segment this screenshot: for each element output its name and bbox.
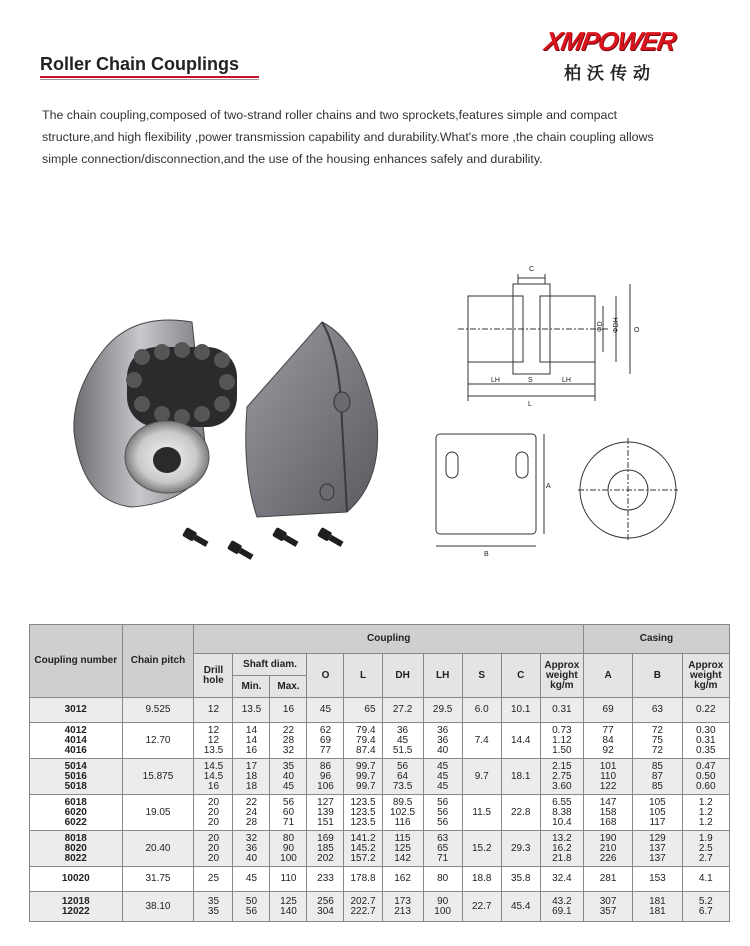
cell-l: 178.8 bbox=[344, 867, 382, 892]
cell-max: 22 28 32 bbox=[270, 723, 307, 759]
cell-lh: 80 bbox=[423, 867, 462, 892]
cell-s: 9.7 bbox=[462, 759, 501, 795]
label-s: S bbox=[528, 377, 533, 384]
casing-front-drawing bbox=[432, 430, 552, 560]
cell-weight: 0.31 bbox=[540, 698, 583, 723]
cell-drill: 35 35 bbox=[194, 892, 233, 922]
title-underline bbox=[40, 76, 259, 78]
cell-l: 123.5 123.5 123.5 bbox=[344, 795, 382, 831]
cell-s: 15.2 bbox=[462, 831, 501, 867]
brand-logo bbox=[525, 26, 695, 88]
cell-b: 72 75 72 bbox=[633, 723, 682, 759]
cell-a: 281 bbox=[583, 867, 632, 892]
cell-dh: 162 bbox=[382, 867, 423, 892]
cell-dh: 56 64 73.5 bbox=[382, 759, 423, 795]
cell-a: 307 357 bbox=[583, 892, 632, 922]
table-row bbox=[30, 759, 730, 795]
cell-weight: 32.4 bbox=[540, 867, 583, 892]
header-shaft-diam: Shaft diam. bbox=[233, 654, 307, 676]
cell-b: 129 137 137 bbox=[633, 831, 682, 867]
cell-casing-weight: 0.47 0.50 0.60 bbox=[682, 759, 729, 795]
header-chain-pitch: Chain pitch bbox=[122, 625, 194, 698]
cell-min: 13.5 bbox=[233, 698, 270, 723]
cell-max: 56 60 71 bbox=[270, 795, 307, 831]
cell-l: 202.7 222.7 bbox=[344, 892, 382, 922]
cell-pitch: 20.40 bbox=[122, 831, 194, 867]
header-dh: DH bbox=[382, 654, 423, 698]
bolts bbox=[182, 527, 345, 562]
cell-min: 32 36 40 bbox=[233, 831, 270, 867]
cell-l: 141.2 145.2 157.2 bbox=[344, 831, 382, 867]
cell-casing-weight: 5.2 6.7 bbox=[682, 892, 729, 922]
cell-casing-weight: 1.9 2.5 2.7 bbox=[682, 831, 729, 867]
side-view-drawing bbox=[458, 256, 648, 406]
header-max: Max. bbox=[270, 676, 307, 698]
cell-number: 4012 4014 4016 bbox=[30, 723, 123, 759]
cell-o: 86 96 106 bbox=[307, 759, 344, 795]
cell-s: 6.0 bbox=[462, 698, 501, 723]
cell-l: 65 bbox=[344, 698, 382, 723]
header-a: A bbox=[583, 654, 632, 698]
label-dh: ΦDH bbox=[613, 317, 620, 333]
cell-b: 63 bbox=[633, 698, 682, 723]
cell-drill: 20 20 20 bbox=[194, 795, 233, 831]
cell-number: 3012 bbox=[30, 698, 123, 723]
cell-max: 35 40 45 bbox=[270, 759, 307, 795]
cell-casing-weight: 1.2 1.2 1.2 bbox=[682, 795, 729, 831]
hub-bore bbox=[153, 447, 181, 473]
header-drill-hole: Drill hole bbox=[194, 654, 233, 698]
cell-c: 14.4 bbox=[501, 723, 540, 759]
header-b: B bbox=[633, 654, 682, 698]
table-row bbox=[30, 795, 730, 831]
cell-min: 14 14 16 bbox=[233, 723, 270, 759]
cell-number: 5014 5016 5018 bbox=[30, 759, 123, 795]
cell-drill: 14.5 14.5 16 bbox=[194, 759, 233, 795]
label-lh-right: LH bbox=[562, 377, 571, 384]
cell-min: 45 bbox=[233, 867, 270, 892]
cell-number: 8018 8020 8022 bbox=[30, 831, 123, 867]
header-lh: LH bbox=[423, 654, 462, 698]
cell-a: 147 158 168 bbox=[583, 795, 632, 831]
cell-dh: 27.2 bbox=[382, 698, 423, 723]
label-l: L bbox=[528, 401, 532, 406]
cell-min: 22 24 28 bbox=[233, 795, 270, 831]
page-title: Roller Chain Couplings bbox=[40, 54, 240, 74]
cell-s: 18.8 bbox=[462, 867, 501, 892]
cell-o: 45 bbox=[307, 698, 344, 723]
cell-a: 69 bbox=[583, 698, 632, 723]
table-row bbox=[30, 867, 730, 892]
cell-lh: 29.5 bbox=[423, 698, 462, 723]
header-min: Min. bbox=[233, 676, 270, 698]
product-description: The chain coupling,composed of two-strand roller chains and two sprockets,features simple and compact structure,and high flexibility ,power transmission capability and durability.What's more ,the chain coupling allows simple connection/disconnection,and the use of the housing enhances safely and durability. bbox=[42, 108, 654, 166]
cell-s: 11.5 bbox=[462, 795, 501, 831]
cell-dh: 115 125 142 bbox=[382, 831, 423, 867]
header-l: L bbox=[344, 654, 382, 698]
cell-weight: 43.2 69.1 bbox=[540, 892, 583, 922]
cell-b: 181 181 bbox=[633, 892, 682, 922]
cell-drill: 12 bbox=[194, 698, 233, 723]
header-s: S bbox=[462, 654, 501, 698]
table-row bbox=[30, 892, 730, 922]
cell-casing-weight: 0.30 0.31 0.35 bbox=[682, 723, 729, 759]
cell-c: 29.3 bbox=[501, 831, 540, 867]
cell-drill: 25 bbox=[194, 867, 233, 892]
cell-l: 79.4 79.4 87.4 bbox=[344, 723, 382, 759]
cell-pitch: 9.525 bbox=[122, 698, 194, 723]
cell-casing-weight: 4.1 bbox=[682, 867, 729, 892]
header-c: C bbox=[501, 654, 540, 698]
cell-c: 18.1 bbox=[501, 759, 540, 795]
cell-max: 110 bbox=[270, 867, 307, 892]
cell-o: 256 304 bbox=[307, 892, 344, 922]
cell-number: 10020 bbox=[30, 867, 123, 892]
label-c: C bbox=[529, 266, 535, 273]
cell-dh: 173 213 bbox=[382, 892, 423, 922]
cell-c: 45.4 bbox=[501, 892, 540, 922]
cell-b: 105 105 117 bbox=[633, 795, 682, 831]
cell-b: 153 bbox=[633, 867, 682, 892]
cell-o: 169 185 202 bbox=[307, 831, 344, 867]
coupling-photo bbox=[72, 312, 397, 567]
cell-number: 6018 6020 6022 bbox=[30, 795, 123, 831]
cell-max: 80 90 100 bbox=[270, 831, 307, 867]
label-o: O bbox=[634, 327, 640, 334]
cell-pitch: 31.75 bbox=[122, 867, 194, 892]
cell-c: 22.8 bbox=[501, 795, 540, 831]
cell-drill: 12 12 13.5 bbox=[194, 723, 233, 759]
cell-lh: 90 100 bbox=[423, 892, 462, 922]
header-casing: Casing bbox=[583, 625, 729, 654]
header-coupling: Coupling bbox=[194, 625, 583, 654]
cell-weight: 0.73 1.12 1.50 bbox=[540, 723, 583, 759]
table-row bbox=[30, 723, 730, 759]
cell-min: 17 18 18 bbox=[233, 759, 270, 795]
cell-c: 35.8 bbox=[501, 867, 540, 892]
header-coupling-number: Coupling number bbox=[30, 625, 123, 698]
cell-l: 99.7 99.7 99.7 bbox=[344, 759, 382, 795]
cell-c: 10.1 bbox=[501, 698, 540, 723]
label-a: A bbox=[546, 483, 551, 490]
cell-weight: 2.15 2.75 3.60 bbox=[540, 759, 583, 795]
cell-min: 50 56 bbox=[233, 892, 270, 922]
cell-dh: 36 45 51.5 bbox=[382, 723, 423, 759]
cell-s: 22.7 bbox=[462, 892, 501, 922]
title-underline-shadow bbox=[40, 79, 259, 80]
cell-max: 16 bbox=[270, 698, 307, 723]
cell-pitch: 19.05 bbox=[122, 795, 194, 831]
logo-chinese-name: 柏沃传动 bbox=[564, 64, 656, 84]
cell-lh: 36 36 40 bbox=[423, 723, 462, 759]
label-lh-left: LH bbox=[491, 377, 500, 384]
specification-table bbox=[29, 624, 730, 922]
cell-drill: 20 20 20 bbox=[194, 831, 233, 867]
cell-s: 7.4 bbox=[462, 723, 501, 759]
cell-weight: 13.2 16.2 21.8 bbox=[540, 831, 583, 867]
cell-o: 127 139 151 bbox=[307, 795, 344, 831]
table-row bbox=[30, 831, 730, 867]
cell-dh: 89.5 102.5 116 bbox=[382, 795, 423, 831]
logo-wordmark: XMPOWER bbox=[542, 26, 678, 56]
cell-max: 125 140 bbox=[270, 892, 307, 922]
cell-lh: 45 45 45 bbox=[423, 759, 462, 795]
cell-o: 62 69 77 bbox=[307, 723, 344, 759]
table-row bbox=[30, 698, 730, 723]
cell-pitch: 15.875 bbox=[122, 759, 194, 795]
label-b: B bbox=[484, 551, 489, 558]
cell-weight: 6.55 8.38 10.4 bbox=[540, 795, 583, 831]
header-casing-weight: Approx weight kg/m bbox=[682, 654, 729, 698]
cell-a: 101 110 122 bbox=[583, 759, 632, 795]
cell-lh: 63 65 71 bbox=[423, 831, 462, 867]
header-o: O bbox=[307, 654, 344, 698]
cell-pitch: 38.10 bbox=[122, 892, 194, 922]
cell-lh: 56 56 56 bbox=[423, 795, 462, 831]
header-approx-weight: Approx weight kg/m bbox=[540, 654, 583, 698]
label-d: ΦD bbox=[597, 321, 604, 332]
housing-right bbox=[246, 322, 378, 517]
cell-a: 77 84 92 bbox=[583, 723, 632, 759]
cell-number: 12018 12022 bbox=[30, 892, 123, 922]
cell-casing-weight: 0.22 bbox=[682, 698, 729, 723]
cell-pitch: 12.70 bbox=[122, 723, 194, 759]
cell-o: 233 bbox=[307, 867, 344, 892]
cell-a: 190 210 226 bbox=[583, 831, 632, 867]
cell-b: 85 87 85 bbox=[633, 759, 682, 795]
roller-chain bbox=[126, 342, 237, 427]
casing-end-drawing bbox=[578, 436, 678, 544]
